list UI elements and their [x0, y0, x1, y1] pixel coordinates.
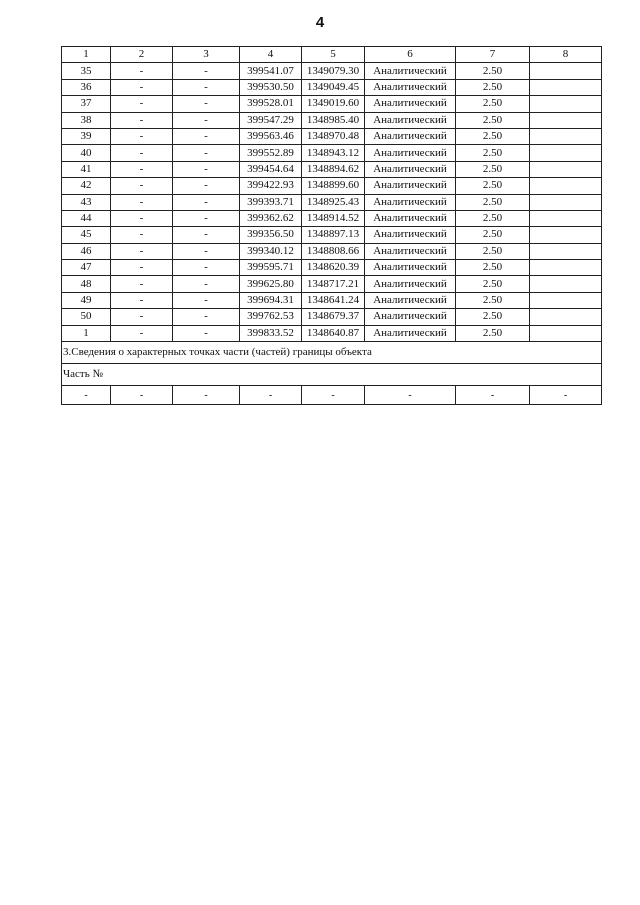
table-cell [530, 178, 602, 194]
table-cell: 399528.01 [240, 96, 302, 112]
table-cell: 2.50 [456, 145, 530, 161]
table-cell: Аналитический [365, 79, 456, 95]
table-cell: 2.50 [456, 260, 530, 276]
table-cell: - [173, 178, 240, 194]
table-cell [530, 292, 602, 308]
table-cell: 1348717.21 [302, 276, 365, 292]
table-cell: 2.50 [456, 112, 530, 128]
table-cell: 1 [62, 325, 111, 341]
table-cell: 6 [365, 47, 456, 63]
table-cell: - [111, 63, 173, 79]
table-cell: - [111, 210, 173, 226]
table-cell: 40 [62, 145, 111, 161]
table-cell: - [173, 227, 240, 243]
table-cell: 399541.07 [240, 63, 302, 79]
table-cell: 39 [62, 128, 111, 144]
table-cell: - [173, 112, 240, 128]
table-cell: 399552.89 [240, 145, 302, 161]
table-cell: 399393.71 [240, 194, 302, 210]
table-row [62, 309, 602, 325]
table-cell: 1348808.66 [302, 243, 365, 259]
table-cell: 1348641.24 [302, 292, 365, 308]
table-cell: 1349049.45 [302, 79, 365, 95]
table-cell: Аналитический [365, 309, 456, 325]
table-cell: 1348985.40 [302, 112, 365, 128]
table-cell: - [240, 386, 302, 405]
table-cell: Аналитический [365, 194, 456, 210]
table-cell: 399356.50 [240, 227, 302, 243]
table-cell: 399530.50 [240, 79, 302, 95]
table-cell: 2.50 [456, 178, 530, 194]
boundary-points-table [61, 46, 602, 405]
table-cell: Аналитический [365, 112, 456, 128]
table-cell: 1349079.30 [302, 63, 365, 79]
table-cell: 2.50 [456, 128, 530, 144]
table-cell [530, 243, 602, 259]
table-cell: 1348925.43 [302, 194, 365, 210]
table-cell: 399762.53 [240, 309, 302, 325]
table-cell: 399625.80 [240, 276, 302, 292]
table-cell: 47 [62, 260, 111, 276]
table-cell: - [111, 260, 173, 276]
table-cell: - [173, 63, 240, 79]
table-cell: 7 [456, 47, 530, 63]
table-cell: - [173, 145, 240, 161]
table-cell: - [173, 386, 240, 405]
table-cell: - [302, 386, 365, 405]
table-cell: 36 [62, 79, 111, 95]
table-cell: Аналитический [365, 96, 456, 112]
table-cell: - [365, 386, 456, 405]
table-row [62, 63, 602, 79]
table-cell: 2.50 [456, 96, 530, 112]
table-cell: - [111, 386, 173, 405]
table-cell: 399454.64 [240, 161, 302, 177]
table-row [62, 112, 602, 128]
table-cell: - [173, 260, 240, 276]
table-cell: Аналитический [365, 243, 456, 259]
table-row [62, 210, 602, 226]
table-cell: - [111, 79, 173, 95]
table-cell: 1 [62, 47, 111, 63]
table-cell [530, 325, 602, 341]
table-cell: 1348679.37 [302, 309, 365, 325]
table-cell: 37 [62, 96, 111, 112]
table-cell: 43 [62, 194, 111, 210]
table-cell: - [173, 325, 240, 341]
table-cell: 399340.12 [240, 243, 302, 259]
table-cell [530, 227, 602, 243]
table-cell: 399422.93 [240, 178, 302, 194]
table-cell: - [111, 178, 173, 194]
table-cell: Аналитический [365, 210, 456, 226]
table-cell: - [111, 161, 173, 177]
table-row [62, 178, 602, 194]
empty-row [62, 386, 602, 405]
table-cell: 2.50 [456, 292, 530, 308]
table-cell: 44 [62, 210, 111, 226]
table-cell: Аналитический [365, 161, 456, 177]
table-cell: 2.50 [456, 210, 530, 226]
table-cell: - [173, 79, 240, 95]
table-cell [530, 96, 602, 112]
table-cell: - [173, 161, 240, 177]
table-cell: 5 [302, 47, 365, 63]
table-cell: - [173, 128, 240, 144]
table-cell: 3 [173, 47, 240, 63]
table-cell: - [111, 194, 173, 210]
table-cell: 2 [111, 47, 173, 63]
table-cell: - [111, 309, 173, 325]
table-row [62, 276, 602, 292]
table-row [62, 260, 602, 276]
table-cell: - [456, 386, 530, 405]
table-cell [530, 128, 602, 144]
table-cell: 2.50 [456, 194, 530, 210]
table-cell: 8 [530, 47, 602, 63]
table-cell: 35 [62, 63, 111, 79]
table-cell: 46 [62, 243, 111, 259]
table-header-row [62, 47, 602, 63]
table-cell: Аналитический [365, 227, 456, 243]
table-cell: - [111, 227, 173, 243]
table-cell: 49 [62, 292, 111, 308]
table-cell: 1348897.13 [302, 227, 365, 243]
table-cell: 1348894.62 [302, 161, 365, 177]
part-label-row [62, 364, 602, 386]
table-cell: - [111, 243, 173, 259]
table-cell: Аналитический [365, 178, 456, 194]
table-cell: - [111, 112, 173, 128]
table-row [62, 128, 602, 144]
table-cell: 1348970.48 [302, 128, 365, 144]
table-cell: - [173, 96, 240, 112]
table-cell: 1349019.60 [302, 96, 365, 112]
table-cell: 1348640.87 [302, 325, 365, 341]
table-cell: 2.50 [456, 309, 530, 325]
table-cell: - [173, 292, 240, 308]
table-row [62, 243, 602, 259]
table-cell: - [111, 96, 173, 112]
table-cell: 2.50 [456, 276, 530, 292]
table-cell: 1348943.12 [302, 145, 365, 161]
table-cell: Аналитический [365, 276, 456, 292]
table-cell: - [173, 210, 240, 226]
table-cell: 399362.62 [240, 210, 302, 226]
table-row [62, 227, 602, 243]
table-cell: 1348914.52 [302, 210, 365, 226]
part-label: Часть № [62, 364, 602, 386]
table-row [62, 161, 602, 177]
table-cell: 42 [62, 178, 111, 194]
table-cell: - [111, 292, 173, 308]
page-number: 4 [315, 14, 325, 31]
section-title: 3.Сведения о характерных точках части (частей) границы объекта [62, 342, 602, 364]
table-cell: 399694.31 [240, 292, 302, 308]
table-cell: - [173, 309, 240, 325]
table-cell: 38 [62, 112, 111, 128]
table-cell: 2.50 [456, 63, 530, 79]
table-cell: 2.50 [456, 79, 530, 95]
table-cell: 1348899.60 [302, 178, 365, 194]
table-cell: 45 [62, 227, 111, 243]
table-cell: - [111, 325, 173, 341]
table-cell: - [173, 194, 240, 210]
table-cell: 399833.52 [240, 325, 302, 341]
table-cell: 4 [240, 47, 302, 63]
table-cell: 2.50 [456, 325, 530, 341]
table-cell: 41 [62, 161, 111, 177]
table-row [62, 145, 602, 161]
table-row [62, 292, 602, 308]
table-cell: - [173, 276, 240, 292]
table-cell: Аналитический [365, 63, 456, 79]
table-cell [530, 63, 602, 79]
table-cell: 2.50 [456, 243, 530, 259]
table-cell: Аналитический [365, 292, 456, 308]
table-cell: - [530, 386, 602, 405]
table-cell: 399595.71 [240, 260, 302, 276]
table-cell: 399547.29 [240, 112, 302, 128]
table-row [62, 194, 602, 210]
table-cell: Аналитический [365, 325, 456, 341]
table-cell: Аналитический [365, 145, 456, 161]
table-cell: 399563.46 [240, 128, 302, 144]
table-cell: 50 [62, 309, 111, 325]
table-cell: Аналитический [365, 128, 456, 144]
table-cell: - [173, 243, 240, 259]
table-cell: - [111, 128, 173, 144]
table-cell [530, 309, 602, 325]
table-cell [530, 260, 602, 276]
table-cell [530, 79, 602, 95]
table-row [62, 325, 602, 341]
table-cell [530, 194, 602, 210]
section-title-row [62, 342, 602, 364]
table-cell [530, 210, 602, 226]
table-cell: - [111, 276, 173, 292]
table-row [62, 79, 602, 95]
table-cell [530, 112, 602, 128]
table-cell: Аналитический [365, 260, 456, 276]
table-cell: 2.50 [456, 161, 530, 177]
table-row [62, 96, 602, 112]
table-cell: - [111, 145, 173, 161]
table-cell: 48 [62, 276, 111, 292]
table-cell: - [62, 386, 111, 405]
table-cell [530, 145, 602, 161]
table-cell: 2.50 [456, 227, 530, 243]
table-cell: 1348620.39 [302, 260, 365, 276]
table-cell [530, 161, 602, 177]
table-cell [530, 276, 602, 292]
